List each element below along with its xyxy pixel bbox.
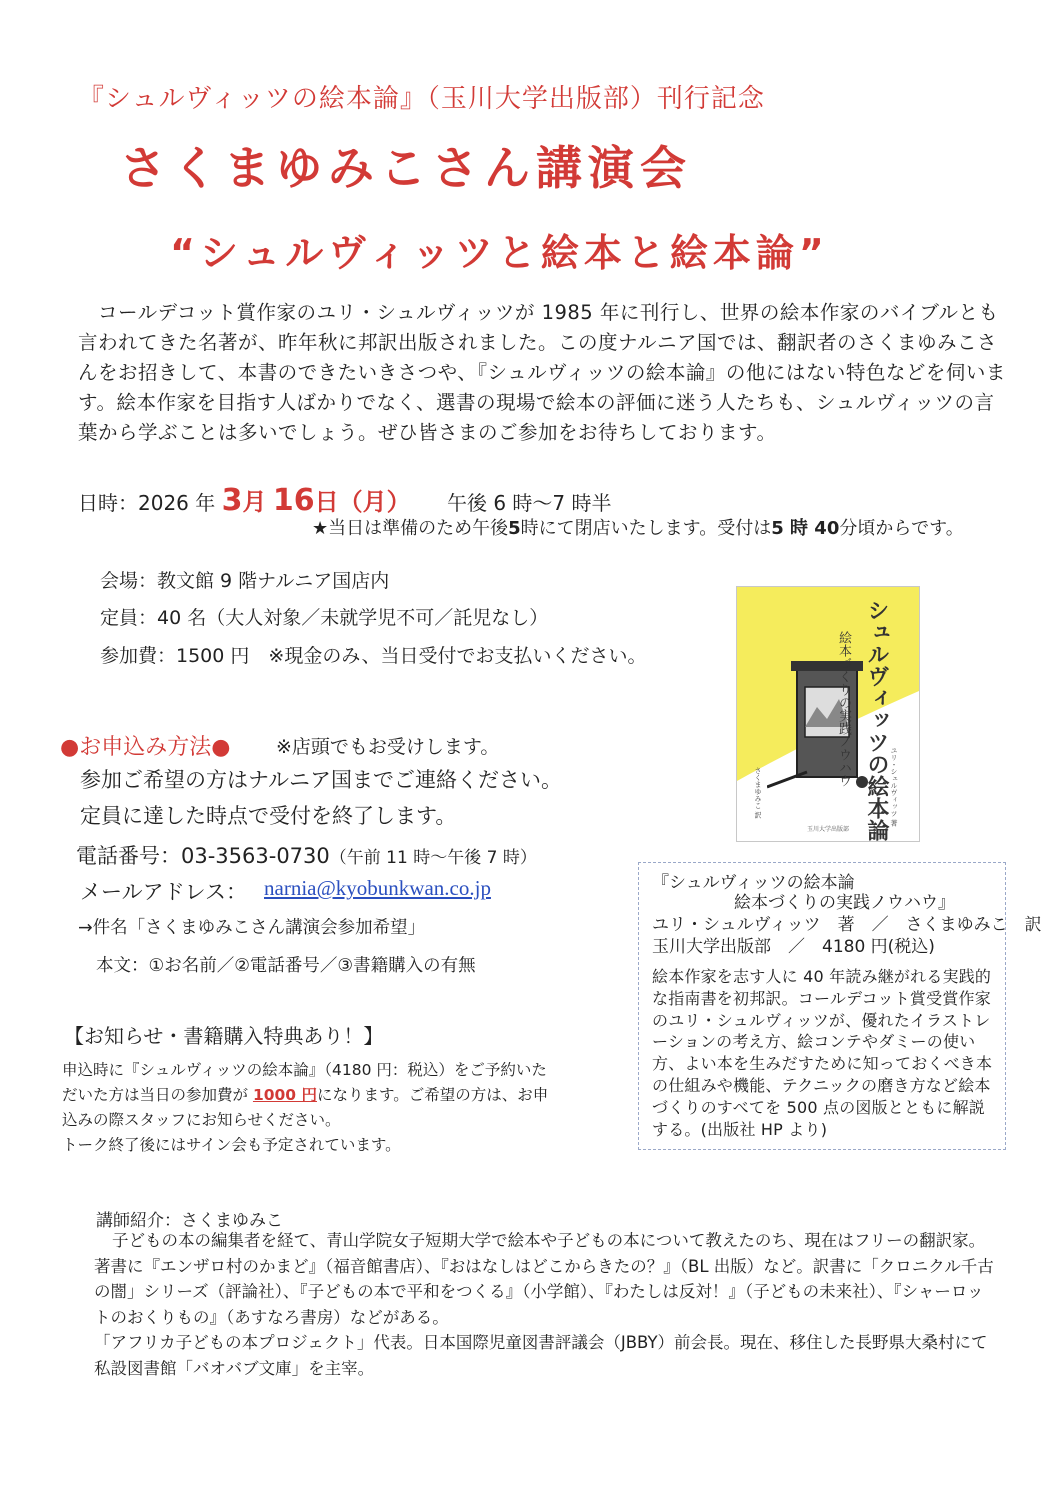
schedule-note [312, 514, 964, 540]
lecturer-bio-para-1: 子どもの本の編集者を経て、青山学院女子短期大学で絵本や子どもの本について教えたのち、現在はフリーの翻訳家。著書に『エンザロ村のかまど』（福音館書店）、『おはなしはどこからきたの？』（BL 出版）など。訳書に「クロニクル千古の闇」シリーズ（評論社）、『子どもの本で平和をつくる』（小学館）、『わたしは反対！』（子どもの未来社）、『シャーロットのおくりもの』（あすなろ書房）などがある。 [94, 1231, 994, 1327]
book-description: 絵本作家を志す人に 40 年読み継がれる実践的な指南書を初邦訳。コールデコット賞受賞作家のユリ・シュルヴィッツが、優れたイラストレーションの考え方、絵コンテやダミーの使い方、よい本を生みだすために知っておくべき本の仕組みや機能、テクニックの磨き方など絵本づくりのすべてを 500 点の図版とともに解説する。(出版社 HP より) [652, 967, 993, 1139]
application-line-1: 参加ご希望の方はナルニア国までご連絡ください。 [80, 768, 562, 792]
note-close-hour: 5 [508, 518, 521, 539]
phone-label: 電話番号：03-3563-0730 [76, 844, 330, 868]
cover-publisher: 玉川大学出版部 [807, 826, 850, 833]
note-suffix: 分頃からです。 [839, 518, 964, 539]
schedule-time: 午後 6 時〜7 時半 [446, 491, 612, 515]
cover-subtitle: 絵本づくりの実践ノウハウ [836, 631, 851, 787]
capacity: 定員：40 名（大人対象／未就学児不可／託児なし） [100, 607, 549, 629]
notice-text-a: 申込時に『シュルヴィッツの絵本論』（4180 円：税込）をご予約いただいた方は当日の参加費が [62, 1061, 547, 1104]
intro-text: コールデコット賞作家のユリ・シュルヴィッツが 1985 年に刊行し、世界の絵本作家のバイブルとも言われてきた名著が、昨年秋に邦訳出版されました。この度ナルニア国では、翻訳者のさくまゆみこさんをお招きして、本書のできたいきさつや、『シュルヴィッツの絵本論』の他にはない特色などを伺います。絵本作家を目指す人ばかりでなく、選書の現場で絵本の評価に迷う人たちも、シュルヴィッツの言葉から学ぶことは多いでしょう。ぜひ皆さまのご参加をお待ちしております。 [78, 301, 1006, 444]
application-note: ※店頭でもお受けします。 [276, 736, 500, 758]
application-heading: ●お申込み方法● [60, 735, 231, 760]
schedule-weekday: （月） [338, 488, 411, 516]
schedule-label: 日時：2026 年 [78, 491, 216, 515]
email-subject: →件名「さくまゆみこさん講演会参加希望」 [78, 918, 426, 938]
application-line-2: 定員に達した時点で受付を終了します。 [80, 804, 457, 828]
page-title: さくまゆみこさん講演会 [120, 141, 692, 195]
email-label: メールアドレス： [80, 880, 247, 904]
schedule-day: 16 [272, 483, 315, 518]
schedule-day-unit: 日 [314, 488, 339, 516]
book-authors: ユリ・シュルヴィッツ 著 ／ さくまゆみこ 訳 [652, 915, 1042, 935]
notice-text-b: になります。ご希望の方は、お申込みの際スタッフにお知らせください。 [62, 1086, 549, 1129]
email-body-requirements: 本文：①お名前／②電話番号／③書籍購入の有無 [96, 956, 476, 976]
schedule-month-unit: 月 [242, 488, 267, 516]
lecturer-bio-para-2: 「アフリカ子どもの本プロジェクト」代表。日本国際児童図書評議会（JBBY）前会長。現在、移住した長野県大桑村にて私設図書館「バオバブ文庫」を主宰。 [94, 1333, 988, 1378]
note-prefix: ★当日は準備のため午後 [312, 518, 509, 539]
event-subtitle: 『シュルヴィッツの絵本論』（玉川大学出版部）刊行記念 [78, 84, 765, 114]
lecturer-heading: 講師紹介：さくまゆみこ [96, 1211, 283, 1231]
schedule-row [78, 482, 612, 518]
schedule-month: 3 [221, 483, 243, 518]
discount-price: 1000 円 [252, 1086, 317, 1104]
book-publisher-price: 玉川大学出版部 ／ 4180 円(税込) [652, 937, 935, 957]
venue: 会場：教文館 9 階ナルニア国店内 [100, 570, 390, 592]
fee: 参加費：1500 円 ※現金のみ、当日受付でお支払いください。 [100, 645, 647, 667]
lecturer-bio [94, 1228, 994, 1381]
book-cover-image [736, 586, 920, 842]
book-name-line-1: 『シュルヴィッツの絵本論 [652, 873, 855, 893]
phone-hours: （午前 11 時〜午後 7 時） [329, 848, 537, 868]
phone-number [76, 840, 537, 870]
lecture-title: “シュルヴィッツと絵本と絵本論” [170, 231, 829, 275]
cover-illustration [767, 657, 877, 797]
note-mid: 時にて閉店いたします。受付は [520, 518, 772, 539]
cover-title: シュルヴィッツの絵本論 [864, 599, 889, 841]
cover-author: ユリ・シュルヴィッツ 著 [890, 747, 898, 827]
cover-translator: さくまゆみこ 訳 [754, 767, 762, 819]
email-link[interactable]: narnia@kyobunkwan.co.jp [264, 876, 491, 900]
notice-body [62, 1058, 562, 1158]
intro-paragraph [78, 298, 1008, 448]
book-name-line-2: 絵本づくりの実践ノウハウ』 [734, 893, 955, 913]
note-reception: 5 時 40 [771, 518, 840, 539]
notice-text-c: トーク終了後にはサイン会も予定されています。 [62, 1136, 401, 1154]
notice-heading: 【お知らせ・書籍購入特典あり！】 [64, 1024, 384, 1048]
